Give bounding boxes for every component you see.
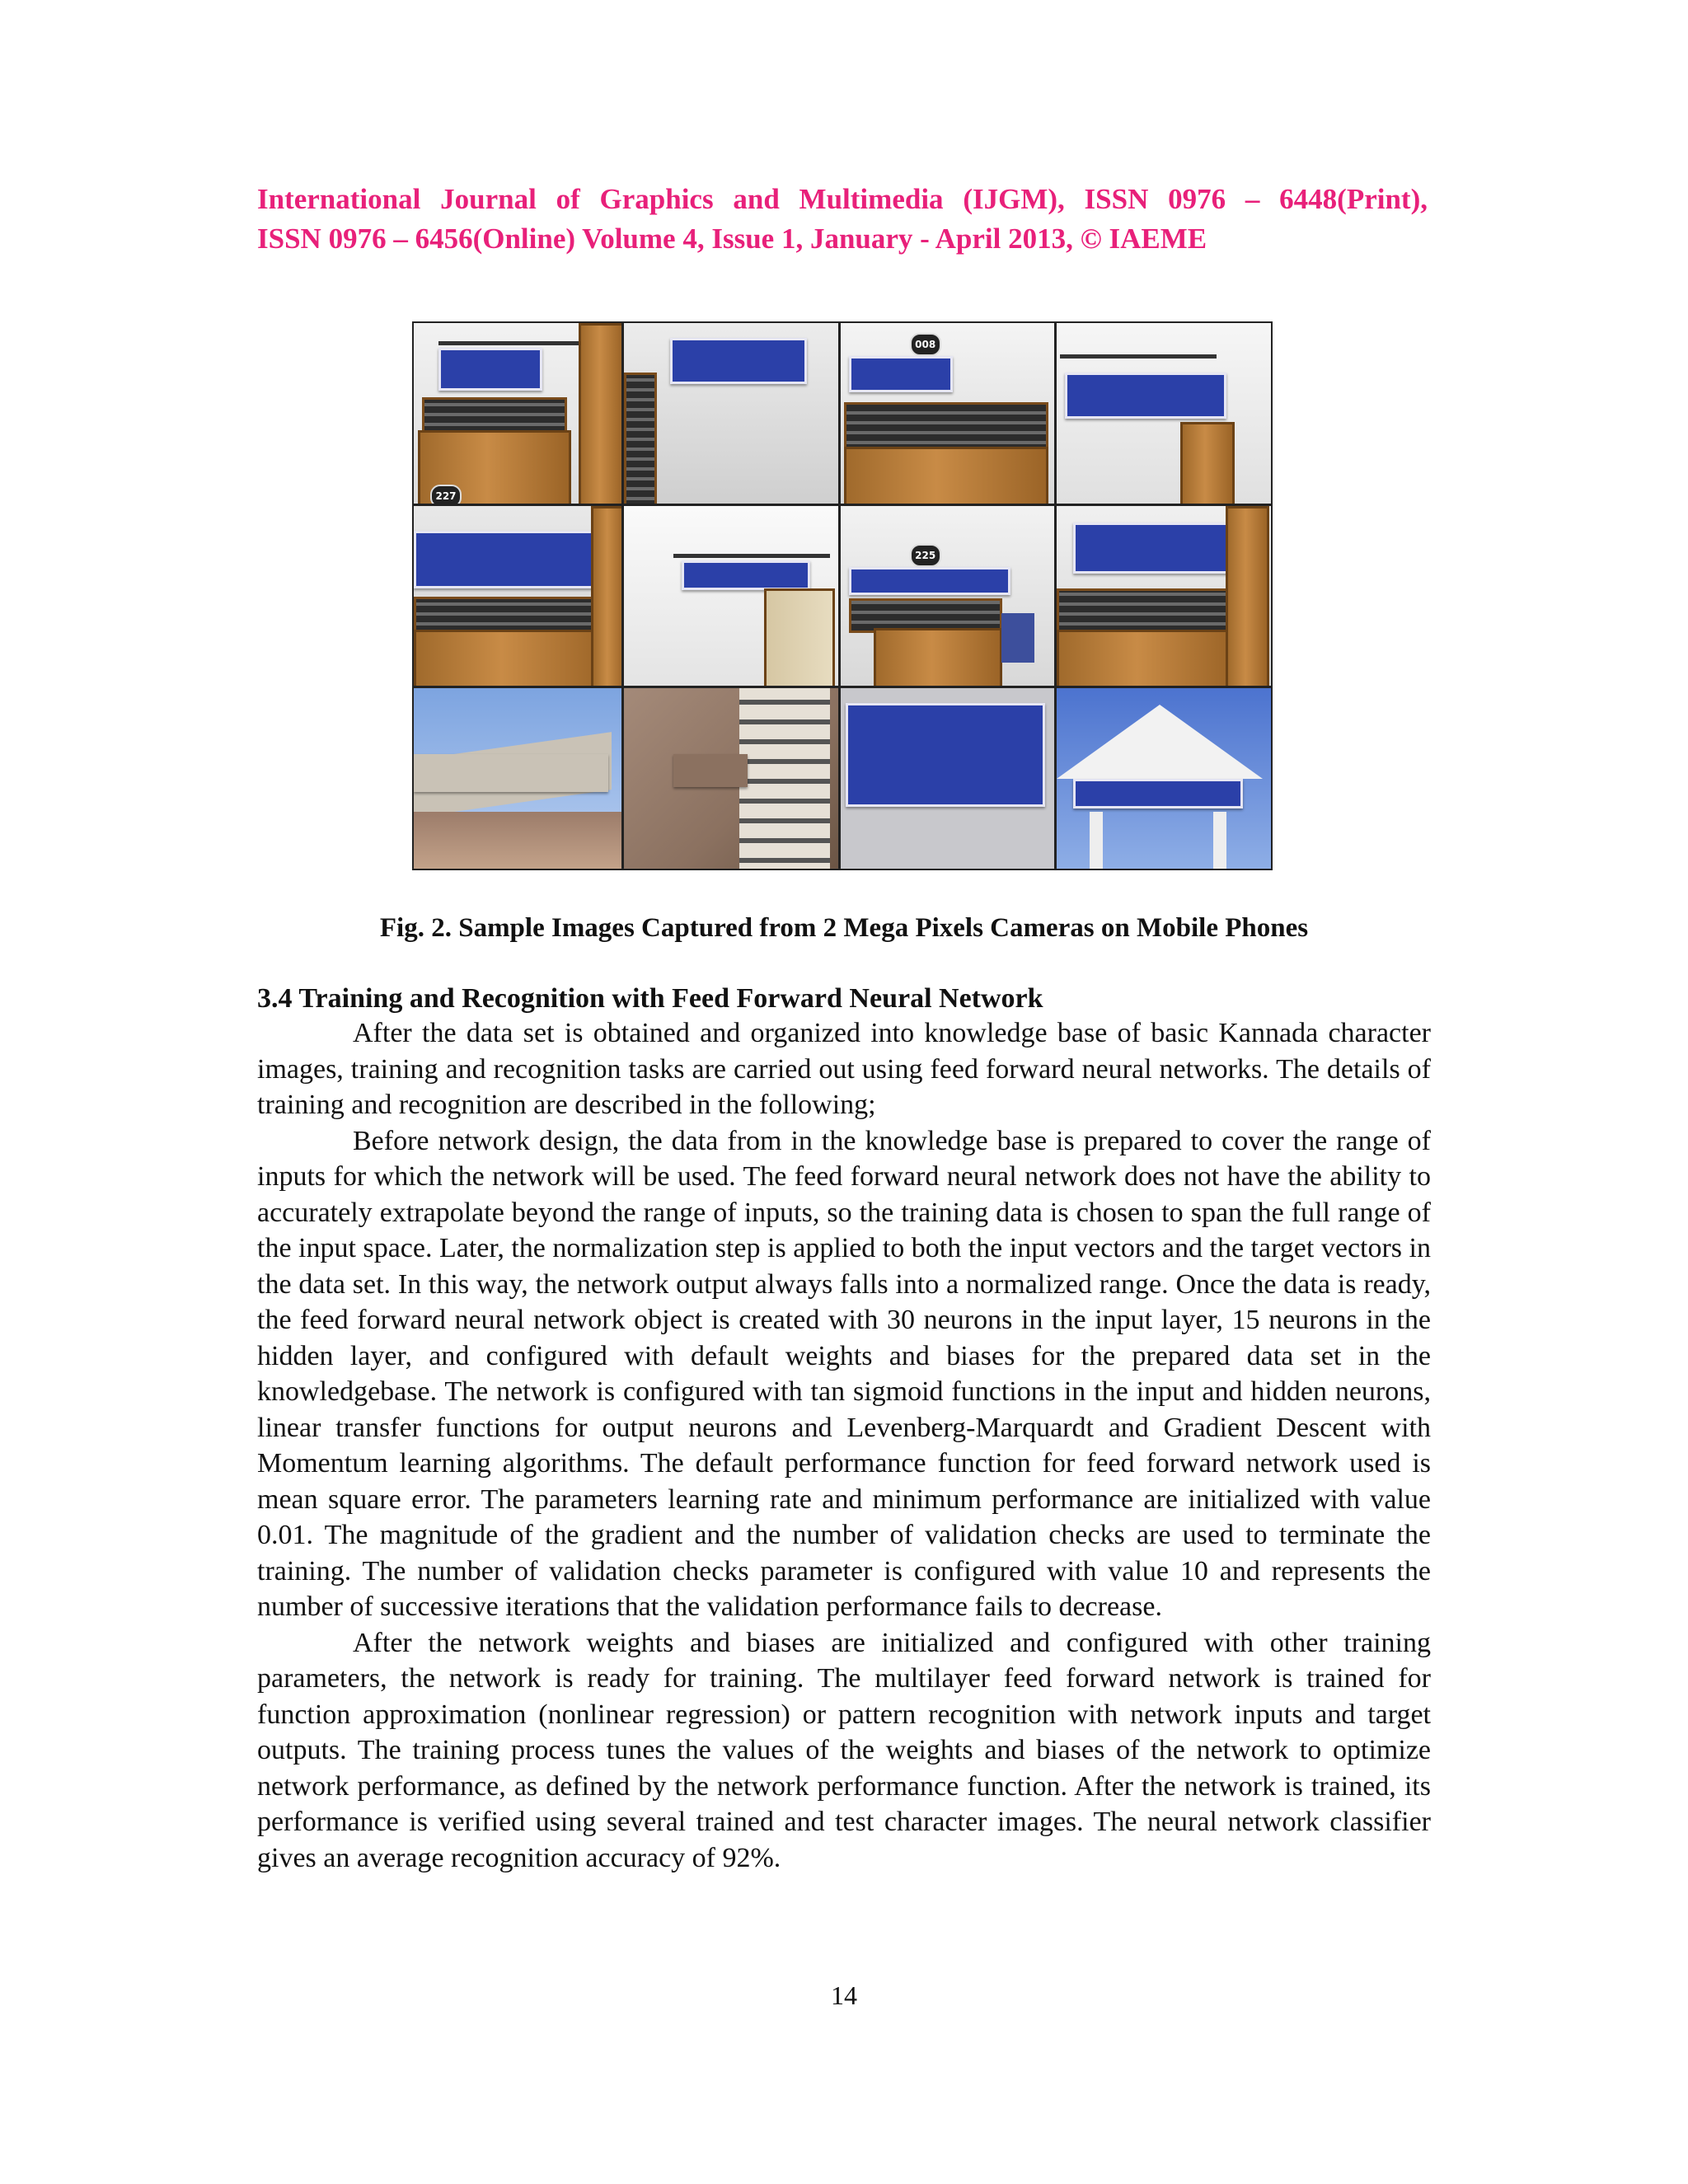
journal-header-line-2: ISSN 0976 – 6456(Online) Volume 4, Issue 1, January - April 2013, © IAEME [257, 223, 1207, 255]
sample-images-figure [412, 321, 1273, 870]
paragraph: After the data set is obtained and organized into knowledge base of basic Kannada character images, training and recognition tasks are carried out using feed forward neural networks. The details of training and recognition are described in the following; [257, 1018, 1431, 1120]
journal-header-line-1: International Journal of Graphics and Multimedia (IJGM), ISSN 0976 – 6448(Print), [257, 183, 1428, 215]
sample-photo-8 [1057, 506, 1271, 687]
sample-photo-9 [414, 688, 621, 869]
sample-photo-6 [624, 506, 838, 687]
sample-photo-11 [841, 688, 1055, 869]
sample-photo-5 [414, 506, 621, 687]
sample-photo-2 [624, 323, 838, 504]
room-number-badge: 008 [910, 333, 941, 356]
room-number-badge: 227 [430, 485, 462, 504]
room-number-badge: 225 [910, 544, 941, 567]
paragraph: After the network weights and biases are initialized and configured with other training parameters, the network is ready for training. The multilayer feed forward network is trained for function approximation (nonlinear regression) or pattern recognition with network inputs and target outputs. The training process tunes the values of the weights and biases of the network to optimize network performance, as defined by the network performance function. After the network is trained, its performance is verified using several trained and test character images. The neural network classifier gives an average recognition accuracy of 92%. [257, 1627, 1431, 1873]
sample-photo-12 [1057, 688, 1271, 869]
page-number: 14 [831, 1980, 857, 2010]
journal-header [257, 180, 1428, 259]
section-body [257, 1015, 1431, 1876]
sample-photo-3 [841, 323, 1055, 504]
sample-photo-7 [841, 506, 1055, 687]
paragraph: Before network design, the data from in the knowledge base is prepared to cover the range of inputs for which the network will be used. The feed forward neural network does not have the ability to accurately extrapolate beyond the range of inputs, so the training data is chosen to span the full range of the input space. Later, the normalization step is applied to both the input vectors and the target vectors in the data set. In this way, the network output always falls into a normalized range. Once the data is ready, the feed forward neural network object is created with 30 neurons in the input layer, 15 neurons in the hidden layer, and configured with default weights and biases for the prepared data set in the knowledgebase. The network is configured with tan sigmoid functions in the input and hidden neurons, linear transfer functions for output neurons and Levenberg-Marquardt and Gradient Descent with Momentum learning algorithms. The default performance function for feed forward network used is mean square error. The parameters learning rate and minimum performance are initialized with value 0.01. The magnitude of the gradient and the number of validation checks are used to terminate the training. The number of validation checks parameter is configured with value 10 and represents the number of successive iterations that the validation performance fails to decrease. [257, 1125, 1431, 1622]
figure-caption: Fig. 2. Sample Images Captured from 2 Mega Pixels Cameras on Mobile Phones [379, 913, 1309, 943]
sample-photo-4 [1057, 323, 1271, 504]
section-heading: 3.4 Training and Recognition with Feed Forward Neural Network [257, 983, 1043, 1014]
sample-photo-1 [414, 323, 621, 504]
sample-photo-10 [624, 688, 838, 869]
